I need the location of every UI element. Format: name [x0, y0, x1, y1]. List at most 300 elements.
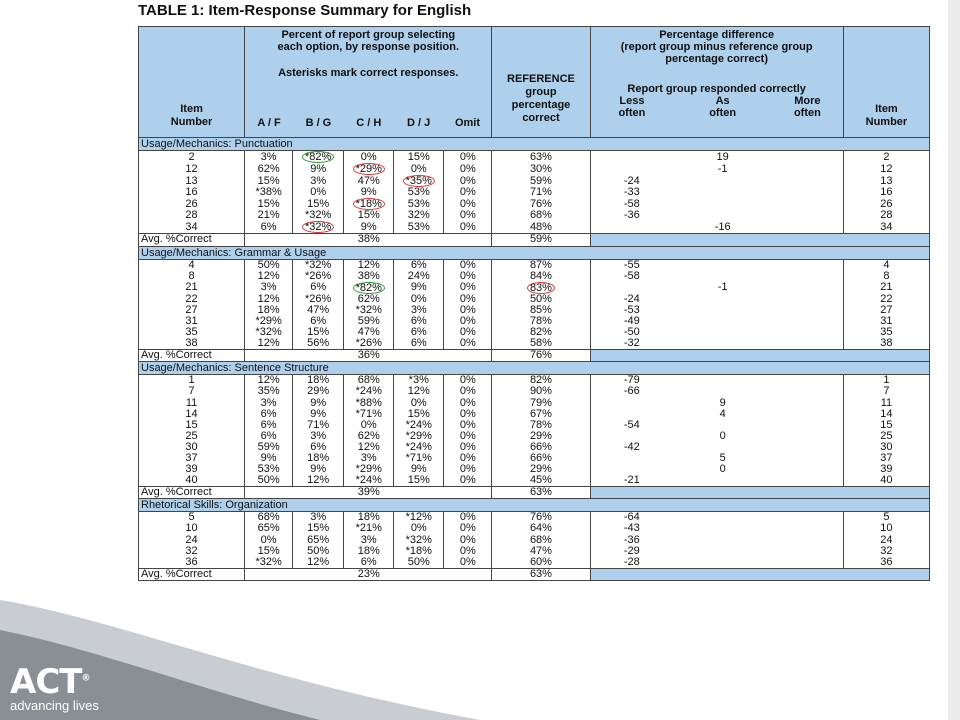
section-header-row	[139, 246, 930, 259]
less-often-cell: -29	[590, 546, 673, 557]
option-dj-cell: 12%	[394, 386, 444, 397]
less-often-cell: -66	[590, 386, 673, 397]
more-often-cell	[772, 431, 843, 442]
less-often-cell: -33	[590, 187, 673, 198]
highlight-circle: *29%	[353, 163, 385, 175]
avg-correct-value: 39%	[344, 486, 394, 499]
option-af-cell: 59%	[245, 442, 293, 453]
section-title: Usage/Mechanics: Grammar & Usage	[139, 246, 930, 259]
highlight-circle: *35%	[403, 175, 435, 187]
option-dj-cell: 24%	[394, 271, 444, 282]
more-often-cell	[772, 512, 843, 524]
avg-reference-value: 63%	[492, 486, 590, 499]
omit-cell: 0%	[444, 221, 492, 234]
more-often-cell	[772, 151, 843, 164]
omit-cell: 0%	[444, 475, 492, 487]
item-number-cell: 15	[139, 420, 245, 431]
less-often-cell	[590, 221, 673, 234]
option-ch-cell	[344, 163, 394, 175]
less-often-cell	[590, 151, 673, 164]
more-often-cell	[772, 282, 843, 294]
avg-spacer	[245, 234, 344, 247]
more-often-cell	[772, 442, 843, 453]
as-often-cell: 0	[719, 462, 726, 475]
more-often-cell	[772, 557, 843, 569]
item-number-cell: 31	[139, 316, 245, 327]
option-af-cell: *29%	[245, 316, 293, 327]
highlight-circle: *82%	[353, 282, 385, 294]
table-row	[139, 398, 930, 409]
less-often-cell: -24	[590, 294, 673, 305]
less-often-cell	[590, 282, 673, 294]
as-often-cell	[673, 512, 772, 524]
option-dj-cell: 6%	[394, 338, 444, 350]
header-responded: Report group responded correctly	[627, 83, 806, 95]
option-ch-cell: *29%	[344, 464, 394, 475]
item-number-right-cell: 13	[843, 175, 929, 187]
item-number-cell: 13	[139, 175, 245, 187]
option-ch-cell: 15%	[344, 210, 394, 221]
less-often-cell	[590, 163, 673, 175]
option-af-cell: 6%	[245, 409, 293, 420]
header-percent-line2: each option, by response position.	[277, 41, 460, 53]
as-often-cell: 4	[719, 407, 726, 420]
omit-cell: 0%	[444, 442, 492, 453]
option-af-cell: 15%	[245, 175, 293, 187]
option-dj-cell: 50%	[394, 557, 444, 569]
option-dj-cell: *24%	[394, 420, 444, 431]
header-diff-line2: (report group minus reference group	[620, 41, 813, 53]
avg-spacer	[394, 349, 492, 362]
table-row	[139, 271, 930, 282]
reference-cell: 68%	[492, 210, 590, 221]
item-number-cell: 12	[139, 163, 245, 175]
item-number-right-cell: 10	[843, 523, 929, 534]
header-number-label: Number	[170, 116, 213, 128]
item-number-cell: 35	[139, 327, 245, 338]
as-often-cell: 19	[716, 150, 729, 163]
option-ch-cell: 38%	[344, 271, 394, 282]
reference-cell: 47%	[492, 546, 590, 557]
item-number-cell: 7	[139, 386, 245, 397]
option-dj-cell: 15%	[394, 409, 444, 420]
more-often-cell	[772, 198, 843, 210]
highlight-circle: *18%	[353, 198, 385, 210]
item-number-cell: 21	[139, 282, 245, 294]
option-dj-cell: *71%	[394, 453, 444, 464]
option-af-header: A / F	[257, 117, 281, 129]
reference-cell: 48%	[492, 221, 590, 234]
reference-cell: 84%	[492, 271, 590, 282]
option-bg-cell: 29%	[293, 386, 344, 397]
table-row	[139, 210, 930, 221]
avg-correct-value: 36%	[344, 349, 394, 362]
as-often-cell	[673, 523, 772, 534]
option-bg-cell	[293, 151, 344, 164]
option-af-cell: *32%	[245, 557, 293, 569]
omit-cell: 0%	[444, 375, 492, 387]
item-number-cell: 37	[139, 453, 245, 464]
more-often-cell	[772, 316, 843, 327]
less-often-cell	[590, 409, 673, 420]
option-ch-cell: 6%	[344, 557, 394, 569]
option-ch-cell: *32%	[344, 305, 394, 316]
item-number-right-cell: 27	[843, 305, 929, 316]
reference-cell: 30%	[492, 163, 590, 175]
option-bg-cell: 3%	[293, 431, 344, 442]
more-often-cell	[772, 546, 843, 557]
reference-cell: 78%	[492, 420, 590, 431]
item-number-right-cell: 22	[843, 294, 929, 305]
more-often-cell	[772, 534, 843, 545]
option-bg-cell: 6%	[293, 282, 344, 294]
avg-reference-value: 59%	[492, 234, 590, 247]
less-often-cell: -53	[590, 305, 673, 316]
item-number-right-cell: 30	[843, 442, 929, 453]
as-often-cell	[673, 386, 772, 397]
item-number-right-cell: 39	[843, 464, 929, 475]
more-often-cell	[772, 475, 843, 487]
as-often-cell	[673, 338, 772, 350]
option-bg-cell: 15%	[293, 327, 344, 338]
avg-correct-label: Avg. %Correct	[139, 349, 245, 362]
option-af-cell: 62%	[245, 163, 293, 175]
less-often-cell: -55	[590, 259, 673, 271]
item-number-cell: 40	[139, 475, 245, 487]
option-dj-cell: 15%	[394, 151, 444, 164]
table-row	[139, 163, 930, 175]
header-as-often: often	[709, 107, 737, 119]
option-ch-cell: *24%	[344, 386, 394, 397]
option-af-cell: 53%	[245, 464, 293, 475]
option-af-cell: 12%	[245, 375, 293, 387]
option-af-cell: *32%	[245, 327, 293, 338]
option-bg-cell: 47%	[293, 305, 344, 316]
less-often-cell: -36	[590, 210, 673, 221]
option-omit-header: Omit	[454, 117, 480, 129]
avg-correct-value: 38%	[344, 234, 394, 247]
item-number-cell: 2	[139, 151, 245, 164]
avg-correct-label: Avg. %Correct	[139, 486, 245, 499]
more-often-cell	[772, 210, 843, 221]
omit-cell: 0%	[444, 259, 492, 271]
header-diff-line3: percentage correct)	[665, 53, 769, 65]
logo-mark: ACT	[10, 662, 82, 702]
option-dj-cell: *18%	[394, 546, 444, 557]
logo-registered: ®	[81, 673, 90, 684]
as-often-cell: -1	[717, 281, 728, 294]
item-number-cell: 24	[139, 534, 245, 545]
more-often-cell	[772, 398, 843, 409]
as-often-cell	[673, 420, 772, 431]
less-often-cell	[590, 398, 673, 409]
average-row	[139, 234, 930, 247]
option-af-cell: 50%	[245, 259, 293, 271]
item-number-right-cell: 31	[843, 316, 929, 327]
item-number-right-cell: 32	[843, 546, 929, 557]
option-af-cell: 6%	[245, 420, 293, 431]
option-ch-cell: *26%	[344, 338, 394, 350]
omit-cell: 0%	[444, 305, 492, 316]
less-often-cell: -49	[590, 316, 673, 327]
option-ch-cell: *24%	[344, 475, 394, 487]
more-often-cell	[772, 375, 843, 387]
omit-cell: 0%	[444, 546, 492, 557]
option-dj-cell: 9%	[394, 464, 444, 475]
reference-cell: 78%	[492, 316, 590, 327]
item-number-right-cell: 8	[843, 271, 929, 282]
option-bg-cell: 6%	[293, 442, 344, 453]
table-row	[139, 187, 930, 198]
option-ch-cell: 18%	[344, 512, 394, 524]
as-often-cell	[673, 198, 772, 210]
reference-cell: 60%	[492, 557, 590, 569]
less-often-cell: -43	[590, 523, 673, 534]
header-number-label-right: Number	[865, 116, 908, 128]
highlight-circle: *32%	[302, 221, 334, 233]
option-ch-cell: *21%	[344, 523, 394, 534]
omit-cell: 0%	[444, 338, 492, 350]
omit-cell: 0%	[444, 151, 492, 164]
item-number-right-cell: 4	[843, 259, 929, 271]
option-bg-cell: 15%	[293, 523, 344, 534]
item-number-cell: 11	[139, 398, 245, 409]
option-bg-cell: *26%	[293, 271, 344, 282]
option-dj-cell: 0%	[394, 163, 444, 175]
option-ch-cell: 0%	[344, 420, 394, 431]
reference-cell: 66%	[492, 442, 590, 453]
item-number-right-cell: 15	[843, 420, 929, 431]
item-response-table-wrap	[138, 26, 930, 581]
omit-cell: 0%	[444, 398, 492, 409]
more-often-cell	[772, 409, 843, 420]
avg-fill	[590, 568, 929, 581]
reference-cell	[492, 282, 590, 294]
as-often-cell: 0	[719, 429, 726, 442]
table-row	[139, 386, 930, 397]
less-often-cell: -42	[590, 442, 673, 453]
header-more-often: often	[793, 107, 821, 119]
table-row	[139, 151, 930, 164]
header-item-number	[139, 27, 245, 138]
more-often-cell	[772, 259, 843, 271]
option-bg-cell: 6%	[293, 316, 344, 327]
option-bg-cell: 9%	[293, 409, 344, 420]
table-body	[139, 138, 930, 581]
item-number-right-cell: 11	[843, 398, 929, 409]
header-asterisk-note: Asterisks mark correct responses.	[278, 67, 459, 79]
omit-cell: 0%	[444, 198, 492, 210]
option-dj-cell: 53%	[394, 198, 444, 210]
option-ch-cell: 3%	[344, 534, 394, 545]
more-often-cell	[772, 221, 843, 234]
option-af-cell: 18%	[245, 305, 293, 316]
more-often-cell	[772, 338, 843, 350]
item-number-cell: 25	[139, 431, 245, 442]
option-af-cell: 35%	[245, 386, 293, 397]
option-ch-cell: 47%	[344, 175, 394, 187]
as-often-cell	[673, 327, 772, 338]
option-ch-cell: *88%	[344, 398, 394, 409]
table-row	[139, 221, 930, 234]
item-number-right-cell: 36	[843, 557, 929, 569]
table-row	[139, 259, 930, 271]
as-often-cell	[673, 475, 772, 487]
avg-spacer	[245, 486, 344, 499]
option-bg-cell: 65%	[293, 534, 344, 545]
section-title: Usage/Mechanics: Sentence Structure	[139, 362, 930, 375]
item-number-right-cell: 28	[843, 210, 929, 221]
as-often-cell	[673, 546, 772, 557]
omit-cell: 0%	[444, 453, 492, 464]
reference-cell: 63%	[492, 151, 590, 164]
avg-fill	[590, 486, 929, 499]
option-af-cell: 12%	[245, 271, 293, 282]
more-often-cell	[772, 464, 843, 475]
less-often-cell: -64	[590, 512, 673, 524]
right-edge-strip	[948, 0, 960, 720]
option-dj-cell: 3%	[394, 305, 444, 316]
as-often-cell	[673, 294, 772, 305]
header-pct-diff	[590, 27, 843, 138]
table-row	[139, 420, 930, 431]
item-number-cell: 30	[139, 442, 245, 453]
average-row	[139, 486, 930, 499]
avg-correct-label: Avg. %Correct	[139, 568, 245, 581]
less-often-cell: -58	[590, 271, 673, 282]
logo-tagline: advancing lives	[10, 698, 99, 713]
more-often-cell	[772, 175, 843, 187]
avg-spacer	[394, 234, 492, 247]
item-number-right-cell: 5	[843, 512, 929, 524]
option-af-cell: 6%	[245, 221, 293, 234]
option-dj-cell: *29%	[394, 431, 444, 442]
item-response-table	[138, 26, 930, 581]
option-bg-cell: 15%	[293, 198, 344, 210]
option-ch-cell: 9%	[344, 187, 394, 198]
header-percent-line1: Percent of report group selecting	[281, 29, 456, 41]
option-dj-cell: 0%	[394, 294, 444, 305]
option-bg-cell: 18%	[293, 375, 344, 387]
option-ch-cell: *71%	[344, 409, 394, 420]
item-number-cell: 22	[139, 294, 245, 305]
header-more: More	[794, 95, 821, 107]
reference-cell: 79%	[492, 398, 590, 409]
more-often-cell	[772, 271, 843, 282]
option-dj-cell: *3%	[394, 375, 444, 387]
as-often-cell	[673, 210, 772, 221]
header-less: Less	[619, 95, 645, 107]
more-often-cell	[772, 187, 843, 198]
item-number-cell: 28	[139, 210, 245, 221]
omit-cell: 0%	[444, 316, 492, 327]
more-often-cell	[772, 294, 843, 305]
omit-cell: 0%	[444, 557, 492, 569]
option-ch-cell	[344, 282, 394, 294]
less-often-cell	[590, 453, 673, 464]
option-af-cell: 12%	[245, 338, 293, 350]
item-number-right-cell: 25	[843, 431, 929, 442]
more-often-cell	[772, 420, 843, 431]
more-often-cell	[772, 523, 843, 534]
option-dj-cell: 32%	[394, 210, 444, 221]
header-reference-line2: group	[525, 86, 557, 98]
reference-cell: 68%	[492, 534, 590, 545]
less-often-cell: -21	[590, 475, 673, 487]
reference-cell: 59%	[492, 175, 590, 187]
reference-cell: 71%	[492, 187, 590, 198]
item-number-cell: 1	[139, 375, 245, 387]
option-ch-cell: 0%	[344, 151, 394, 164]
page-title: TABLE 1: Item-Response Summary for English	[138, 2, 472, 19]
more-often-cell	[772, 163, 843, 175]
table-row	[139, 475, 930, 487]
item-number-right-cell: 24	[843, 534, 929, 545]
omit-cell: 0%	[444, 327, 492, 338]
less-often-cell: -79	[590, 375, 673, 387]
omit-cell: 0%	[444, 294, 492, 305]
as-often-cell	[673, 271, 772, 282]
item-number-cell: 36	[139, 557, 245, 569]
omit-cell: 0%	[444, 282, 492, 294]
option-ch-cell: 18%	[344, 546, 394, 557]
as-often-cell	[673, 187, 772, 198]
as-often-cell	[673, 305, 772, 316]
item-number-right-cell: 2	[843, 151, 929, 164]
option-af-cell: 21%	[245, 210, 293, 221]
avg-reference-value: 63%	[492, 568, 590, 581]
option-af-cell: 0%	[245, 534, 293, 545]
highlight-circle: *82%	[302, 151, 334, 163]
reference-cell: 64%	[492, 523, 590, 534]
option-dj-cell: 6%	[394, 316, 444, 327]
avg-fill	[590, 234, 929, 247]
option-ch-cell: 47%	[344, 327, 394, 338]
option-af-cell: 15%	[245, 198, 293, 210]
highlight-circle: 83%	[527, 282, 555, 294]
more-often-cell	[772, 453, 843, 464]
less-often-cell: -28	[590, 557, 673, 569]
item-number-right-cell: 38	[843, 338, 929, 350]
omit-cell: 0%	[444, 523, 492, 534]
more-often-cell	[772, 386, 843, 397]
header-reference-line4: correct	[522, 112, 560, 124]
less-often-cell: -54	[590, 420, 673, 431]
reference-cell: 29%	[492, 431, 590, 442]
option-dj-header: D / J	[407, 117, 431, 129]
option-bg-cell: 9%	[293, 464, 344, 475]
omit-cell: 0%	[444, 271, 492, 282]
omit-cell: 0%	[444, 431, 492, 442]
omit-cell: 0%	[444, 163, 492, 175]
as-often-cell: -1	[717, 162, 728, 175]
option-bg-cell: 9%	[293, 163, 344, 175]
option-ch-header: C / H	[356, 117, 382, 129]
option-bg-cell: *32%	[293, 259, 344, 271]
avg-correct-label: Avg. %Correct	[139, 234, 245, 247]
section-header-row	[139, 362, 930, 375]
item-number-right-cell: 37	[843, 453, 929, 464]
option-dj-cell: 9%	[394, 282, 444, 294]
reference-cell: 29%	[492, 464, 590, 475]
reference-cell: 58%	[492, 338, 590, 350]
item-number-cell: 4	[139, 259, 245, 271]
section-title: Rhetorical Skills: Organization	[139, 499, 930, 512]
item-number-right-cell: 35	[843, 327, 929, 338]
header-less-often: often	[618, 107, 646, 119]
avg-spacer	[394, 486, 492, 499]
omit-cell: 0%	[444, 187, 492, 198]
